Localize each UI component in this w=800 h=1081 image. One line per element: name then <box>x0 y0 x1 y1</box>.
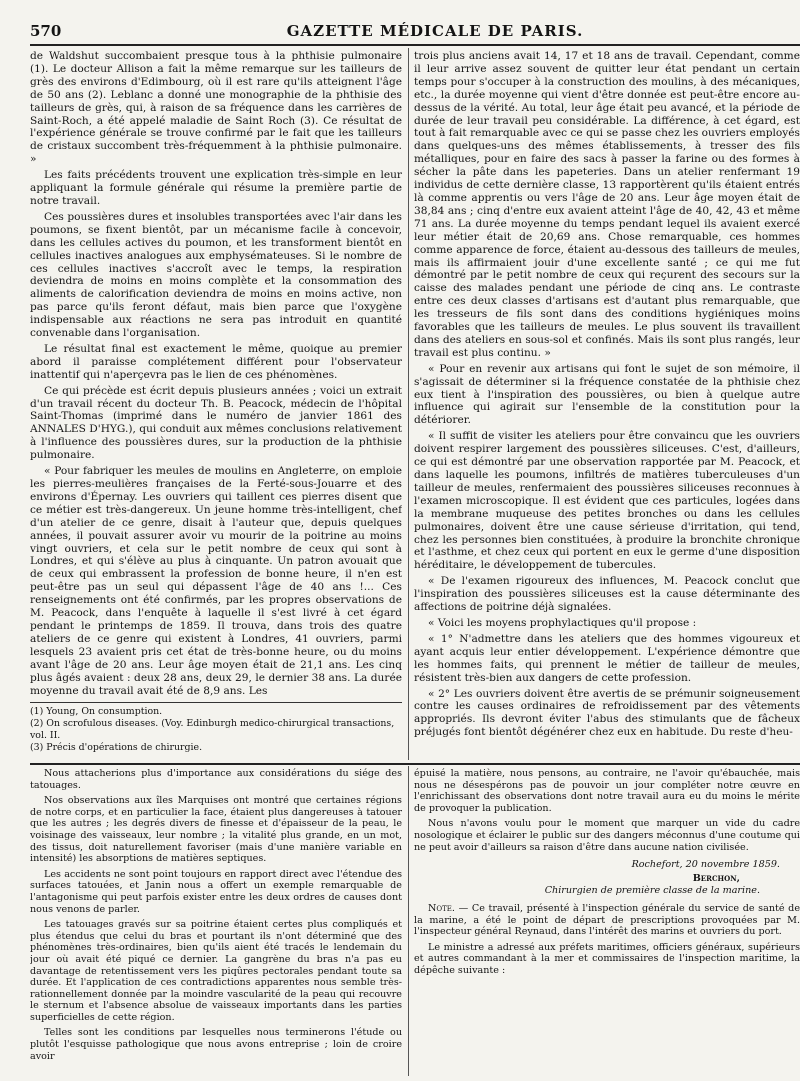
paragraph: trois plus anciens avait 14, 17 et 18 ans de travail. Cependant, comme il leur arrive assez souvent de quitter leur état pendant un certain temps pour s'occuper à la construction des moulins, à des mécaniques, etc., la durée moyenne qui vient d'être donnée est peut-être encore au-dessus de la vérité. Au total, leur âge était peu avancé, et la période de durée de leur travail peu considérable. La différence, à cet égard, est tout à fait remarquable avec ce qui se passe chez les ouvriers employés dans quelques-uns des mêmes établissements, à tresser des fils métalliques, pour en faire des sacs à passer la farine ou des formes à sécher la pâte dans les papeteries. Dans un atelier renfermant 19 individus de cette dernière classe, 13 rapportèrent qu'ils étaient entrés là comme apprentis ou vers l'âge de 20 ans. Leur âge moyen était de 38,84 ans ; cinq d'entre eux avaient atteint l'âge de 40, 42, 43 et même 71 ans. La durée moyenne du temps pendant lequel ils avaient exercé leur métier était de 20,69 ans. Chose remarquable, ces hommes comme apparence de force, étaient au-dessous des tailleurs de meules, mais ils affirmaient jouir d'une excellente santé ; ce qui me fut démontré par le petit nombre de ceux qui reçurent des secours sur la caisse des malades pendant une période de cinq ans. Le contraste entre ces deux classes d'artisans est d'autant plus remarquable, que les tresseurs de fils sont dans des conditions hygiéniques moins favorables que les tailleurs de meules. Le plus souvent ils travaillent dans des ateliers en sous-sol et confinés. Mais ils sont plus rangés, leur travail est plus continu. » <box>414 50 800 359</box>
column-divider <box>408 48 409 760</box>
paragraph: Telles sont les conditions par lesquelles nous terminerons l'étude ou plutôt l'esquisse pathologique que nous avons entreprise ; loin de croire avoir <box>30 1027 402 1062</box>
left-column <box>30 50 402 700</box>
author-name: Berchon, <box>692 872 740 884</box>
header-rule <box>30 44 800 46</box>
paragraph: Nous n'avons voulu pour le moment que marquer un vide du cadre nosologique et éclairer le public sur des dangers méconnus d'une coutume qui ne peut avoir d'ailleurs sa raison d'être dans aucune nation civilisée. <box>414 818 800 853</box>
paragraph: « 1° N'admettre dans les ateliers que des hommes vigoureux et ayant acquis leur entier développement. L'expérience démontre que les hommes faits, qui prennent le métier de tailleur de meules, résistent très-bien aux dangers de cette profession. <box>414 632 800 684</box>
page-number: 570 <box>30 22 62 40</box>
footnote: (3) Précis d'opérations de chirurgie. <box>30 742 203 753</box>
paragraph: Ce qui précède est écrit depuis plusieurs années ; voici un extrait d'un travail récent du docteur Th. B. Peacock, médecin de l'hôpital Saint-Thomas (imprimé dans le numéro de janvier 1861 des ANNALES D'HYG.), qui conduit aux mêmes conclusions relativement à l'influence des poussières dures, sur la production de la phthisie pulmonaire. <box>30 384 402 462</box>
paragraph: « De l'examen rigoureux des influences, M. Peacock conclut que l'inspiration des poussières siliceuses est la cause déterminante des affections de poitrine déjà signalées. <box>414 575 800 614</box>
right-column <box>414 50 800 760</box>
bottom-right-column <box>414 768 800 1074</box>
paragraph: Nos observations aux îles Marquises ont montré que certaines régions de notre corps, et en particulier la face, étaient plus dangereuses à tatouer que les autres ; les degrés divers de finesse et d'épaisseur de la peau, le voisinage des vaisseaux, leur nombre ; la vitalité plus grande, en un mot, des tissus, doit naturellement favoriser (mais d'une manière variable en intensité) les absorptions de matières septiques. <box>30 795 402 865</box>
journal-title: GAZETTE MÉDICALE DE PARIS. <box>286 22 584 40</box>
signoff-date: Rochefort, 20 novembre 1859. <box>631 859 780 871</box>
footnotes <box>30 706 402 754</box>
paragraph: Les accidents ne sont point toujours en rapport direct avec l'étendue des surfaces tatouées, et Janin nous a offert un exemple remarquable de l'antagonisme qui peut parfois exister entre les deux ordres de causes dont nous venons de parler. <box>30 868 402 915</box>
bottom-left-column <box>30 768 402 1074</box>
paragraph: Le ministre a adressé aux préfets maritimes, officiers généraux, supérieurs et autres commandant à la mer et commissaires de l'inspection maritime, la dépêche suivante : <box>414 941 800 976</box>
paragraph: « Voici les moyens prophylactiques qu'il propose : <box>428 616 697 629</box>
page-header <box>30 18 800 44</box>
paragraph: Nous attacherions plus d'importance aux considérations du siége des tatouages. <box>30 768 402 791</box>
paragraph: de Waldshut succombaient presque tous à la phthisie pulmonaire (1). Le docteur Allison a fait la même remarque sur les tailleurs de grès des environs d'Edimbourg, où il est rare qu'ils atteignent l'âge de 50 ans (2). Leblanc a donné une monographie de la phthisie des tailleurs de grès, qui, à raison de sa fréquence dans les carrières de Saint-Roch, a été appelé maladie de Saint Roch (3). Ce résultat de l'expérience générale se trouve confirmé par le fait que les tailleurs de cristaux succombent très-fréquemment à la phthisie pulmonaire. » <box>30 50 402 166</box>
paragraph: épuisé la matière, nous pensons, au contraire, ne l'avoir qu'ébauchée, mais nous ne désespérons pas de pouvoir un jour compléter notre œuvre en l'enrichissant des observations dont notre travail aura eu du moins le mérite de provoquer la publication. <box>414 768 800 814</box>
section-rule <box>30 763 800 765</box>
paragraph: « Il suffit de visiter les ateliers pour être convaincu que les ouvriers doivent respirer largement des poussières siliceuses. C'est, d'ailleurs, ce qui est démontré par une observation rapportée par M. Peacock, et dans laquelle les poumons, infiltrés de matières tuberculeuses d'un tailleur de meules, renfermaient des poussières siliceuses reconnues à l'examen microscopique. Il est évident que ces particules, logées dans la membrane muqueuse des petites bronches ou dans les cellules pulmonaires, doivent être une cause sérieuse d'irritation, qui tend, chez les personnes bien constituées, à produire la bronchite chronique et l'asthme, et chez ceux qui portent en eux le germe d'une disposition héréditaire, le développement de tubercules. <box>414 430 800 572</box>
paragraph: « Pour fabriquer les meules de moulins en Angleterre, on emploie les pierres-meulières françaises de la Ferté-sous-Jouarre et des environs d'Épernay. Les ouvriers qui taillent ces pierres disent que ce métier est très-dangereux. Un jeune homme très-intelligent, chef d'un atelier de ce genre, disait à l'auteur que, depuis quelques années, il pouvait assurer avoir vu mourir de la poitrine au moins vingt ouvriers, et cela sur le petit nombre de ceux qui sont à Londres, et qui s'élève au plus à cinquante. Un patron avouait que de ceux qui embrassent la profession de bonne heure, il n'en est peut-être pas un seul qui dépassent l'âge de 40 ans !... Ces renseignements ont été confirmés, par les propres observations de M. Peacock, dans l'enquête à laquelle il s'est livré à cet égard pendant le printemps de 1859. Il trouva, dans trois des quatre ateliers de ce genre qui existent à Londres, 41 ouvriers, parmi lesquels 23 avaient pris cet état de très-bonne heure, ou du moins avant l'âge de 20 ans. Leur âge moyen était de 21,1 ans. Les cinq plus âgés avaient : deux 28 ans, deux 29, le dernier 38 ans. La durée moyenne du travail avait été de 8,9 ans. Les <box>30 465 402 697</box>
paragraph: « Pour en revenir aux artisans qui font le sujet de son mémoire, il s'agissait de déterminer si la fréquence constatée de la phthisie chez eux tient à l'inspiration des poussières, ou bien à quelque autre influence qui agirait sur l'ensemble de la constitution pour la détériorer. <box>414 362 800 427</box>
paragraph: Le résultat final est exactement le même, quoique au premier abord il paraisse complétement différent pour l'observateur inattentif qui n'aperçevra pas le lien de ces phénomènes. <box>30 342 402 381</box>
note-text: — Ce travail, présenté à l'inspection générale du service de santé de la marine, a été le point de départ de prescriptions provoquées par M. l'inspecteur général Reynaud, dans l'intérêt des marins et ouvriers du port. <box>414 902 800 938</box>
footnote: (1) Young, On consumption. <box>30 706 163 717</box>
paragraph: « 2° Les ouvriers doivent être avertis de se prémunir soigneusement contre les causes ordinaires de refroidissement par des vêtements appropriés. Ils devront éviter l'abus des stimulants que de fâcheux préjugés font bientôt dégénérer chez eux en habitude. Du reste d'heu- <box>414 687 800 739</box>
paragraph: Les tatouages gravés sur sa poitrine étaient certes plus compliqués et plus étendus que celui du bras et pourtant ils n'ont déterminé que des phénomènes très-ordinaires, bien qu'ils aient été tracés le lendemain du jour où avait été piqué ce dernier. La gangrène du bras n'a pas eu davantage de retentissement vers les piqûres pectorales pendant toute sa durée. Et l'application de ces contradictions apparentes nous semble très-rationnellement donnée par la moindre vascularité de la peau qui recouvre le sternum et l'absence absolue de vaisseaux importants dans les parties superficielles de cette région. <box>30 919 402 1023</box>
bottom-column-divider <box>408 766 409 1076</box>
author-title: Chirurgien de première classe de la marine. <box>544 885 760 897</box>
editorial-note <box>414 903 800 938</box>
note-label: Note. <box>428 902 455 914</box>
footnote: (2) On scrofulous diseases. (Voy. Edinburgh medico-chirurgical transactions, vol. II. <box>30 718 395 741</box>
paragraph: Les faits précédents trouvent une explication très-simple en leur appliquant la formule générale qui résume la première partie de notre travail. <box>30 169 402 207</box>
footnote-rule <box>30 702 402 703</box>
paragraph: Ces poussières dures et insolubles transportées avec l'air dans les poumons, se fixent bientôt, par un mécanisme facile à concevoir, dans les cellules actives du poumon, et les transforment bientôt en cellules inactives analogues aux emphysémateuses. Si le nombre de ces cellules inactives s'accroît avec le temps, la respiration deviendra de moins en moins complète et la consommation des aliments de calorification deviendra de moins en moins active, non pas parce qu'ils feront défaut, mais bien parce que l'oxygène indispensable aux réactions ne sera pas introduit en quantité convenable dans l'organisation. <box>30 210 402 340</box>
